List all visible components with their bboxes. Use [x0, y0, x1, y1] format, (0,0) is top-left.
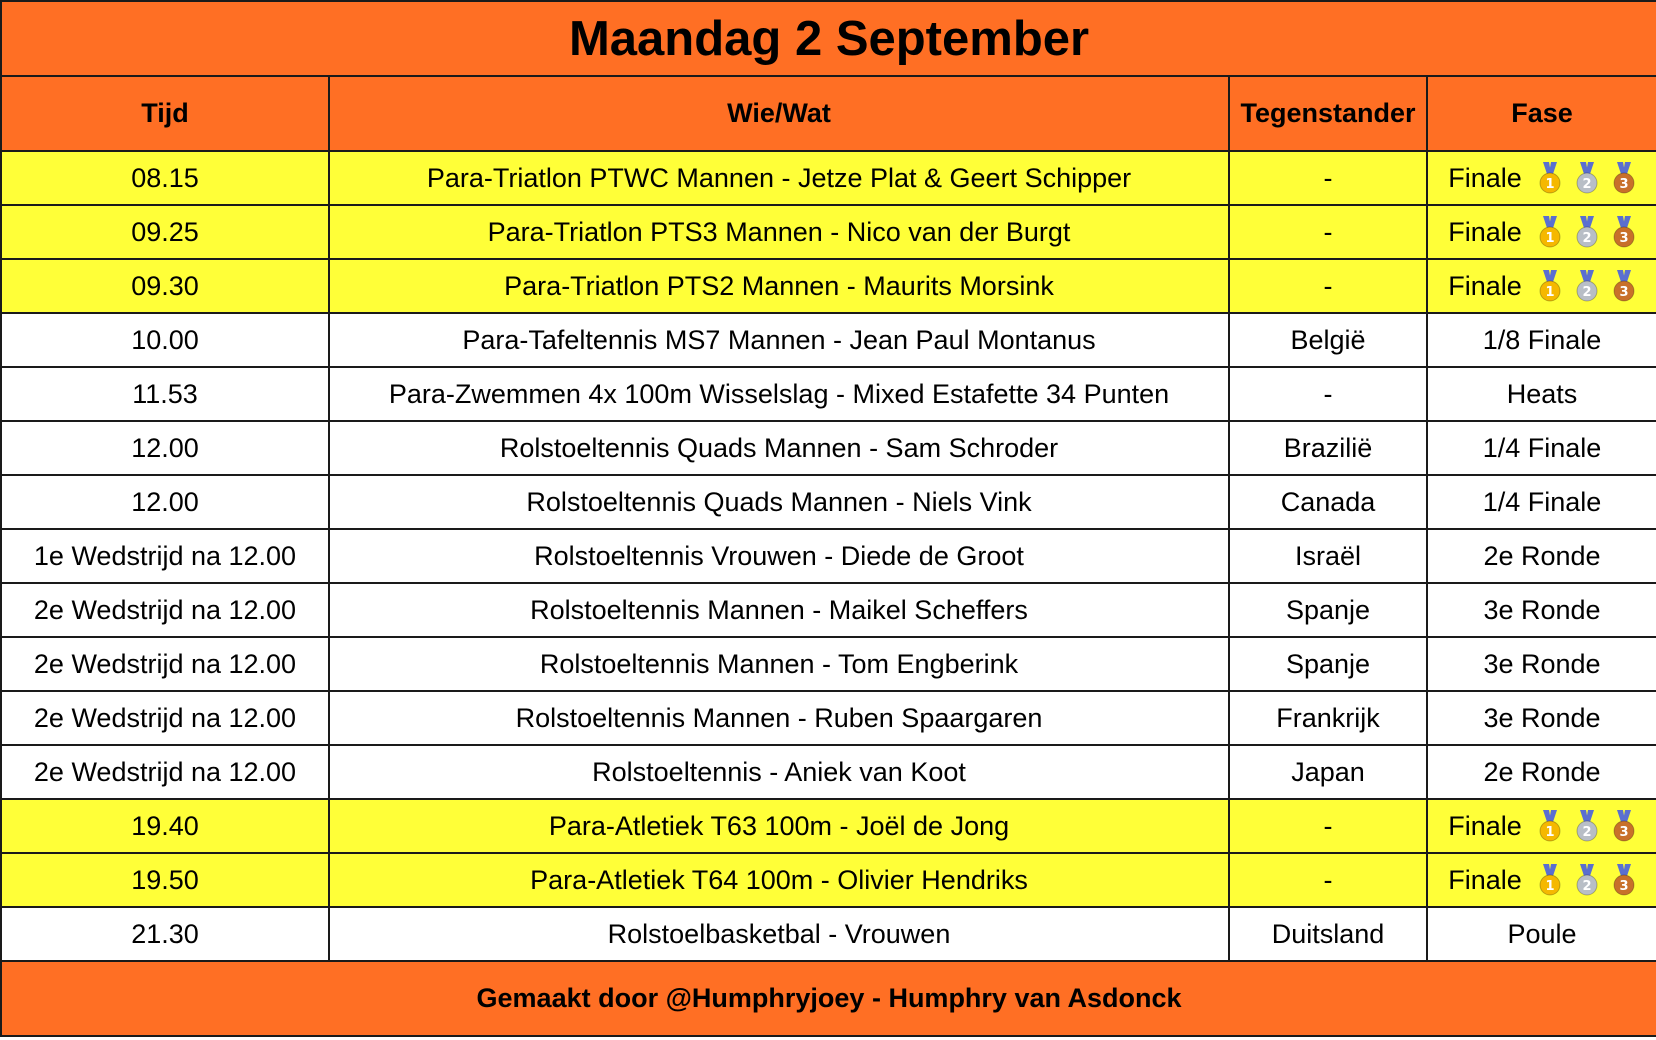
cell-tijd: 10.00	[1, 313, 329, 367]
cell-tegenstander: Frankrijk	[1229, 691, 1427, 745]
bronze-medal-icon	[1612, 162, 1636, 194]
cell-tijd: 19.50	[1, 853, 329, 907]
svg-text:1: 1	[1545, 825, 1555, 840]
fase-label: Finale	[1448, 162, 1522, 193]
schedule-body	[1, 151, 1656, 961]
cell-tijd: 21.30	[1, 907, 329, 961]
cell-tijd: 09.30	[1, 259, 329, 313]
column-header-tegenstander: Tegenstander	[1229, 76, 1427, 151]
gold-medal-icon	[1538, 864, 1562, 896]
svg-text:3: 3	[1619, 231, 1629, 246]
gold-medal-icon	[1538, 216, 1562, 248]
silver-medal-icon	[1575, 864, 1599, 896]
fase-content	[1483, 649, 1600, 680]
table-row	[1, 259, 1656, 313]
cell-fase	[1427, 907, 1656, 961]
cell-tijd: 08.15	[1, 151, 329, 205]
cell-fase	[1427, 421, 1656, 475]
svg-text:3: 3	[1619, 879, 1629, 894]
cell-tegenstander: -	[1229, 799, 1427, 853]
cell-wiewat: Para-Triatlon PTWC Mannen - Jetze Plat & Geert Schipper	[329, 151, 1229, 205]
fase-label: 1/4 Finale	[1482, 432, 1602, 463]
cell-tijd: 2e Wedstrijd na 12.00	[1, 583, 329, 637]
cell-fase	[1427, 745, 1656, 799]
svg-text:2: 2	[1582, 285, 1592, 300]
table-row	[1, 367, 1656, 421]
fase-label: 3e Ronde	[1483, 594, 1601, 625]
gold-medal-icon	[1538, 162, 1562, 194]
fase-label: 2e Ronde	[1483, 756, 1601, 787]
fase-label: Finale	[1448, 810, 1522, 841]
footer-credit: Gemaakt door @Humphryjoey - Humphry van Asdonck	[1, 961, 1656, 1036]
table-row	[1, 205, 1656, 259]
cell-fase	[1427, 205, 1656, 259]
cell-fase	[1427, 799, 1656, 853]
silver-medal-icon	[1575, 162, 1599, 194]
cell-tegenstander: -	[1229, 205, 1427, 259]
page-title: Maandag 2 September	[1, 1, 1656, 76]
cell-fase	[1427, 691, 1656, 745]
table-row	[1, 475, 1656, 529]
cell-fase	[1427, 313, 1656, 367]
silver-medal-icon	[1575, 216, 1599, 248]
table-row	[1, 691, 1656, 745]
silver-medal-icon	[1575, 810, 1599, 842]
bronze-medal-icon	[1612, 216, 1636, 248]
svg-text:3: 3	[1619, 177, 1629, 192]
medal-group	[1538, 216, 1636, 248]
header-row	[1, 76, 1656, 151]
svg-text:2: 2	[1582, 231, 1592, 246]
cell-tijd: 09.25	[1, 205, 329, 259]
fase-content	[1448, 216, 1636, 248]
cell-fase	[1427, 151, 1656, 205]
cell-wiewat: Rolstoeltennis - Aniek van Koot	[329, 745, 1229, 799]
cell-tegenstander: Brazilië	[1229, 421, 1427, 475]
cell-fase	[1427, 367, 1656, 421]
column-header-fase: Fase	[1427, 76, 1656, 151]
cell-wiewat: Para-Tafeltennis MS7 Mannen - Jean Paul Montanus	[329, 313, 1229, 367]
table-row	[1, 637, 1656, 691]
cell-tijd: 1e Wedstrijd na 12.00	[1, 529, 329, 583]
fase-label: Finale	[1448, 270, 1522, 301]
svg-text:2: 2	[1582, 177, 1592, 192]
bronze-medal-icon	[1612, 270, 1636, 302]
table-row	[1, 853, 1656, 907]
fase-label: Poule	[1507, 918, 1577, 949]
fase-label: 1/4 Finale	[1482, 486, 1602, 517]
table-row	[1, 529, 1656, 583]
bronze-medal-icon	[1612, 864, 1636, 896]
fase-label: 1/8 Finale	[1482, 324, 1602, 355]
svg-text:1: 1	[1545, 285, 1555, 300]
table-row	[1, 151, 1656, 205]
fase-label: 2e Ronde	[1483, 540, 1601, 571]
cell-fase	[1427, 853, 1656, 907]
table-row	[1, 745, 1656, 799]
fase-content	[1483, 541, 1600, 572]
cell-fase	[1427, 529, 1656, 583]
fase-label: 3e Ronde	[1483, 648, 1601, 679]
gold-medal-icon	[1538, 810, 1562, 842]
fase-content	[1448, 162, 1636, 194]
medal-group	[1538, 162, 1636, 194]
cell-wiewat: Rolstoeltennis Mannen - Tom Engberink	[329, 637, 1229, 691]
column-header-tijd: Tijd	[1, 76, 329, 151]
cell-wiewat: Para-Triatlon PTS2 Mannen - Maurits Morsink	[329, 259, 1229, 313]
cell-wiewat: Para-Triatlon PTS3 Mannen - Nico van der Burgt	[329, 205, 1229, 259]
column-header-wiewat: Wie/Wat	[329, 76, 1229, 151]
cell-wiewat: Rolstoeltennis Mannen - Ruben Spaargaren	[329, 691, 1229, 745]
svg-text:2: 2	[1582, 825, 1592, 840]
cell-tijd: 12.00	[1, 421, 329, 475]
fase-content	[1483, 433, 1602, 464]
cell-wiewat: Para-Atletiek T63 100m - Joël de Jong	[329, 799, 1229, 853]
fase-content	[1507, 919, 1576, 950]
medal-group	[1538, 270, 1636, 302]
cell-wiewat: Rolstoelbasketbal - Vrouwen	[329, 907, 1229, 961]
cell-tegenstander: Israël	[1229, 529, 1427, 583]
fase-content	[1448, 810, 1636, 842]
svg-text:1: 1	[1545, 231, 1555, 246]
fase-label: Finale	[1448, 216, 1522, 247]
cell-fase	[1427, 259, 1656, 313]
cell-tijd: 11.53	[1, 367, 329, 421]
fase-content	[1448, 270, 1636, 302]
cell-wiewat: Para-Atletiek T64 100m - Olivier Hendriks	[329, 853, 1229, 907]
table-row	[1, 799, 1656, 853]
cell-fase	[1427, 475, 1656, 529]
cell-tegenstander: Spanje	[1229, 583, 1427, 637]
cell-tegenstander: België	[1229, 313, 1427, 367]
fase-content	[1483, 595, 1600, 626]
fase-content	[1483, 487, 1602, 518]
cell-tijd: 12.00	[1, 475, 329, 529]
cell-wiewat: Rolstoeltennis Vrouwen - Diede de Groot	[329, 529, 1229, 583]
cell-tijd: 2e Wedstrijd na 12.00	[1, 637, 329, 691]
svg-text:3: 3	[1619, 285, 1629, 300]
cell-fase	[1427, 637, 1656, 691]
table-row	[1, 421, 1656, 475]
bronze-medal-icon	[1612, 810, 1636, 842]
cell-tijd: 2e Wedstrijd na 12.00	[1, 691, 329, 745]
cell-tegenstander: Spanje	[1229, 637, 1427, 691]
cell-tegenstander: -	[1229, 853, 1427, 907]
fase-content	[1448, 864, 1636, 896]
table-row	[1, 313, 1656, 367]
svg-text:3: 3	[1619, 825, 1629, 840]
cell-tegenstander: -	[1229, 151, 1427, 205]
cell-tegenstander: Duitsland	[1229, 907, 1427, 961]
cell-tegenstander: Japan	[1229, 745, 1427, 799]
gold-medal-icon	[1538, 270, 1562, 302]
fase-label: 3e Ronde	[1483, 702, 1601, 733]
medal-group	[1538, 864, 1636, 896]
silver-medal-icon	[1575, 270, 1599, 302]
fase-label: Heats	[1506, 378, 1578, 409]
cell-wiewat: Rolstoeltennis Quads Mannen - Niels Vink	[329, 475, 1229, 529]
table-row	[1, 907, 1656, 961]
cell-tegenstander: Canada	[1229, 475, 1427, 529]
svg-text:2: 2	[1582, 879, 1592, 894]
fase-content	[1483, 703, 1600, 734]
cell-fase	[1427, 583, 1656, 637]
fase-content	[1507, 379, 1578, 410]
fase-label: Finale	[1448, 864, 1522, 895]
cell-wiewat: Rolstoeltennis Quads Mannen - Sam Schroder	[329, 421, 1229, 475]
fase-content	[1483, 757, 1600, 788]
svg-text:1: 1	[1545, 177, 1555, 192]
cell-wiewat: Para-Zwemmen 4x 100m Wisselslag - Mixed Estafette 34 Punten	[329, 367, 1229, 421]
svg-text:1: 1	[1545, 879, 1555, 894]
cell-tijd: 19.40	[1, 799, 329, 853]
cell-wiewat: Rolstoeltennis Mannen - Maikel Scheffers	[329, 583, 1229, 637]
cell-tegenstander: -	[1229, 259, 1427, 313]
medal-group	[1538, 810, 1636, 842]
cell-tegenstander: -	[1229, 367, 1427, 421]
cell-tijd: 2e Wedstrijd na 12.00	[1, 745, 329, 799]
table-row	[1, 583, 1656, 637]
fase-content	[1483, 325, 1602, 356]
